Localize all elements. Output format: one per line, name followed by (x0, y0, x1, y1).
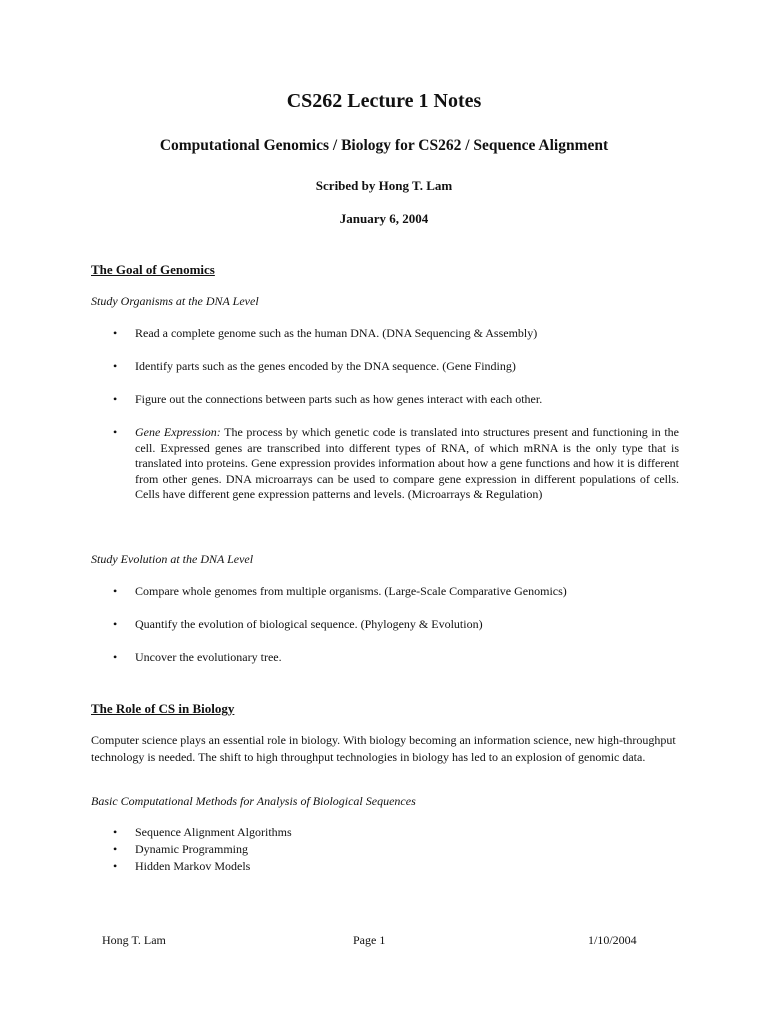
list-item-gene-expression (113, 425, 679, 503)
subheading-evolution: Study Evolution at the DNA Level (91, 552, 254, 566)
footer-date: 1/10/2004 (588, 933, 637, 947)
footer-author: Hong T. Lam (102, 933, 166, 947)
bullet-icon: • (113, 584, 118, 598)
list-item (113, 392, 679, 408)
list-item-text (135, 425, 679, 503)
bullet-icon: • (113, 617, 118, 631)
list-item-text: Dynamic Programming (135, 842, 248, 856)
body-paragraph: Computer science plays an essential role in biology. With biology becoming an information science, new high-throughput technology is needed. The shift to high throughput technologies in biology has led to an explosion of genomic data. (91, 733, 676, 764)
gene-expression-term: Gene Expression: (135, 425, 221, 439)
list-item-text: Hidden Markov Models (135, 859, 251, 873)
bullet-icon: • (113, 326, 118, 340)
lecture-date: January 6, 2004 (339, 211, 429, 226)
list-item-text: Quantify the evolution of biological sequence. (Phylogeny & Evolution) (135, 617, 483, 631)
list-item (113, 584, 679, 600)
section-heading-goal-of-genomics: The Goal of Genomics (91, 262, 215, 277)
bullet-icon: • (113, 425, 118, 439)
list-item-text: Figure out the connections between parts such as how genes interact with each other. (135, 392, 543, 406)
list-item-text: Identify parts such as the genes encoded by the DNA sequence. (Gene Finding) (135, 359, 516, 373)
list-item (113, 326, 679, 342)
list-item (113, 825, 679, 841)
subheading-dna-level: Study Organisms at the DNA Level (91, 294, 259, 308)
scribe-line: Scribed by Hong T. Lam (315, 178, 453, 193)
bullet-icon: • (113, 859, 118, 873)
gene-expression-description: The process by which genetic code is translated into structures present and functioning in the cell. Expressed genes are transcribed into different types of RNA, of which mRNA is the only type that is translated into proteins. Gene expression provides information about how a gene functions and how it is different from other genes. DNA microarrays can be used to compare gene expression in different populations of cells. Cells have different gene expression patterns and levels. (Microarrays & Regulation) (135, 425, 679, 501)
list-item (113, 842, 679, 858)
list-item-text: Compare whole genomes from multiple organisms. (Large-Scale Comparative Genomics) (135, 584, 567, 598)
bullet-icon: • (113, 650, 118, 664)
section-heading-role-of-cs: The Role of CS in Biology (91, 701, 235, 716)
bullet-icon: • (113, 842, 118, 856)
list-item (113, 650, 679, 666)
footer-page-number: Page 1 (353, 933, 386, 947)
document-title: CS262 Lecture 1 Notes (286, 90, 482, 112)
list-item-text: Sequence Alignment Algorithms (135, 825, 292, 839)
document-subtitle: Computational Genomics / Biology for CS262 / Sequence Alignment (159, 137, 609, 154)
list-item (113, 359, 679, 375)
subheading-computational-methods: Basic Computational Methods for Analysis of Biological Sequences (91, 794, 416, 808)
bullet-icon: • (113, 392, 118, 406)
list-item (113, 617, 679, 633)
list-item-text: Uncover the evolutionary tree. (135, 650, 282, 664)
list-item (113, 859, 679, 875)
bullet-icon: • (113, 359, 118, 373)
bullet-icon: • (113, 825, 118, 839)
list-item-text: Read a complete genome such as the human DNA. (DNA Sequencing & Assembly) (135, 326, 538, 340)
